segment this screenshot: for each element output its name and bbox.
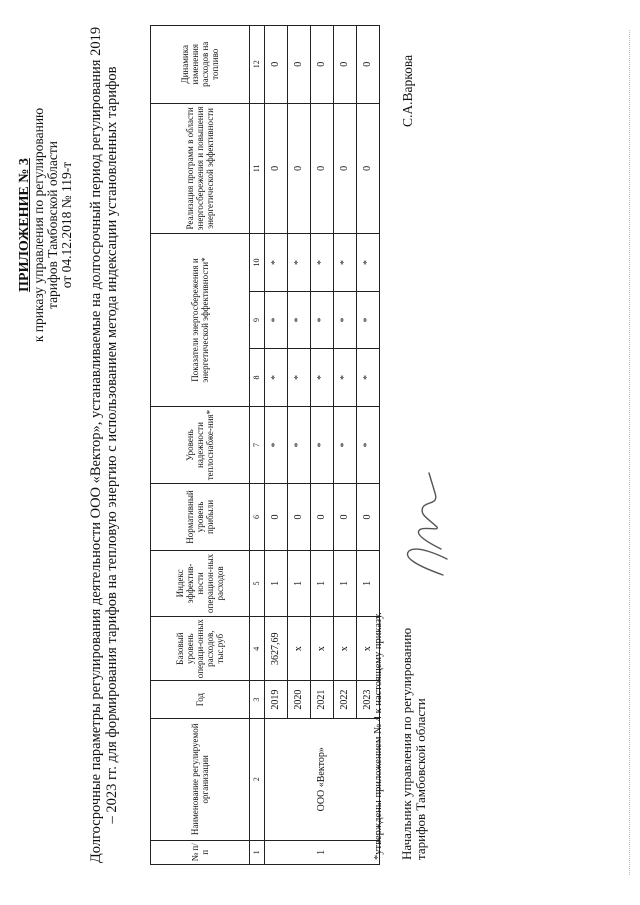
col-number: 2 xyxy=(250,718,265,840)
cell-base: х xyxy=(357,617,380,681)
cell-reliability: * xyxy=(288,406,311,483)
cell-reliability: * xyxy=(357,406,380,483)
cell-reliability: * xyxy=(334,406,357,483)
organization-name: ООО «Вектор» xyxy=(265,718,380,840)
col-number: 9 xyxy=(250,291,265,349)
cell-energy-9: * xyxy=(357,291,380,349)
header-profit-level: Нормативный уровень прибыли xyxy=(151,484,250,550)
col-number: 4 xyxy=(250,617,265,681)
scan-edge-line xyxy=(629,30,630,875)
header-efficiency-index: Индекс эффектив-ности операцион-ных расходов xyxy=(151,550,250,616)
header-programs: Реализация программ в области энергосбережения и повышения энергетической эффективности xyxy=(151,103,250,234)
cell-programs: 0 xyxy=(357,103,380,234)
footnote: *утверждены приложением № 4 к настоящему приказу. xyxy=(373,612,384,860)
table-row xyxy=(265,26,288,865)
cell-profit: 0 xyxy=(357,484,380,550)
appendix-line-3: от 04.12.2018 № 119-т xyxy=(59,161,74,289)
cell-fuel: 0 xyxy=(288,26,311,104)
cell-programs: 0 xyxy=(288,103,311,234)
col-number: 7 xyxy=(250,406,265,483)
cell-programs: 0 xyxy=(265,103,288,234)
cell-index: 1 xyxy=(334,550,357,616)
header-energy-indicators: Показатели энергосбережения и энергетической эффективности* xyxy=(151,234,250,407)
signer-name: С.А.Варкова xyxy=(400,54,415,127)
appendix-title: ПРИЛОЖЕНИЕ № 3 xyxy=(17,158,32,292)
cell-programs: 0 xyxy=(334,103,357,234)
cell-energy-10: * xyxy=(357,234,380,292)
cell-fuel: 0 xyxy=(357,26,380,104)
cell-profit: 0 xyxy=(311,484,334,550)
cell-index: 1 xyxy=(311,550,334,616)
cell-index: 1 xyxy=(357,550,380,616)
col-number: 3 xyxy=(250,681,265,719)
cell-profit: 0 xyxy=(265,484,288,550)
header-base-level: Базовый уровень операци-онных расходов, тыс.руб xyxy=(151,617,250,681)
cell-fuel: 0 xyxy=(265,26,288,104)
handwritten-signature xyxy=(395,465,455,585)
cell-energy-8: * xyxy=(311,349,334,407)
col-number: 8 xyxy=(250,349,265,407)
cell-energy-9: * xyxy=(265,291,288,349)
header-num: № п/п xyxy=(151,840,250,864)
cell-reliability: * xyxy=(311,406,334,483)
cell-energy-9: * xyxy=(334,291,357,349)
appendix-header xyxy=(18,60,74,390)
header-org: Наименование регулируемой организации xyxy=(151,718,250,840)
col-number: 10 xyxy=(250,234,265,292)
col-number: 1 xyxy=(250,840,265,864)
cell-energy-10: * xyxy=(334,234,357,292)
col-number: 12 xyxy=(250,26,265,104)
cell-energy-8: * xyxy=(288,349,311,407)
parameters-table xyxy=(150,25,380,865)
col-number: 6 xyxy=(250,484,265,550)
cell-year: 2023 xyxy=(357,681,380,719)
cell-fuel: 0 xyxy=(311,26,334,104)
col-number: 11 xyxy=(250,103,265,234)
cell-energy-10: * xyxy=(288,234,311,292)
header-reliability: Уровень надежности теплоснабже-ния* xyxy=(151,406,250,483)
header-year: Год xyxy=(151,681,250,719)
cell-index: 1 xyxy=(265,550,288,616)
cell-energy-8: * xyxy=(357,349,380,407)
signer-position xyxy=(400,628,428,860)
col-number: 5 xyxy=(250,550,265,616)
cell-base: х xyxy=(288,617,311,681)
appendix-line-1: к приказу управления по регулированию xyxy=(31,107,46,343)
cell-profit: 0 xyxy=(334,484,357,550)
cell-energy-8: * xyxy=(334,349,357,407)
cell-base: х xyxy=(311,617,334,681)
cell-profit: 0 xyxy=(288,484,311,550)
cell-programs: 0 xyxy=(311,103,334,234)
cell-energy-9: * xyxy=(288,291,311,349)
row-number: 1 xyxy=(265,840,380,864)
cell-base: х xyxy=(334,617,357,681)
signer-position-line-2: тарифов Тамбовской области xyxy=(413,698,428,860)
cell-index: 1 xyxy=(288,550,311,616)
cell-energy-10: * xyxy=(311,234,334,292)
cell-energy-8: * xyxy=(265,349,288,407)
signer-position-line-1: Начальник управления по регулированию xyxy=(399,627,414,860)
cell-year: 2019 xyxy=(265,681,288,719)
appendix-line-2: тарифов Тамбовской области xyxy=(45,141,60,309)
cell-energy-10: * xyxy=(265,234,288,292)
cell-base: 3627,69 xyxy=(265,617,288,681)
cell-year: 2022 xyxy=(334,681,357,719)
cell-reliability: * xyxy=(265,406,288,483)
cell-fuel: 0 xyxy=(334,26,357,104)
document-title: Долгосрочные параметры регулирования деятельности ООО «Вектор», устанавливаемые на долгосрочный период регулирования 2019 – 2023 гг. для формирования тарифов на тепловую энергию с использованием метода индексации установленных тарифов xyxy=(88,26,120,864)
cell-year: 2020 xyxy=(288,681,311,719)
cell-year: 2021 xyxy=(311,681,334,719)
header-fuel-dynamics: Динамика изменения расходов на топливо xyxy=(151,26,250,104)
cell-energy-9: * xyxy=(311,291,334,349)
